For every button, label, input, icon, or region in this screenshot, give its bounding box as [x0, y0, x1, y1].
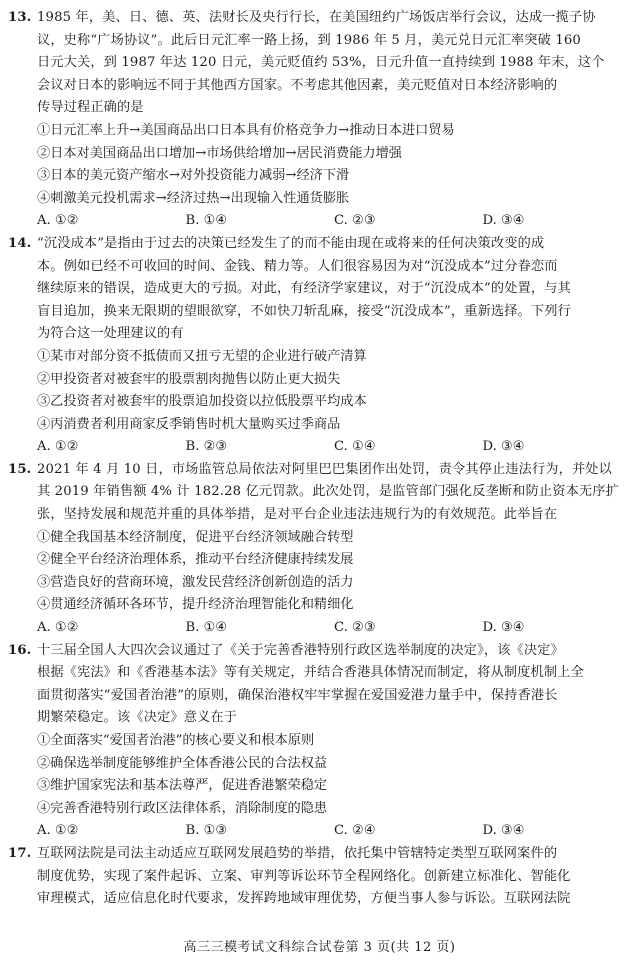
question-stem-text: 其 2019 年销售额 4% 计 182.28 亿元罚款。此次处罚，是监管部门强化反垄断和防止资本无序扩 [37, 484, 619, 500]
question-stem-line [8, 481, 631, 504]
question-stem-text: 为符合这一处理建议的有 [37, 326, 184, 342]
question-stem-text: 1985 年，美、日、德、英、法财长及央行行长，在美国纽约广场饭店举行会议，达成一揽子协 [37, 10, 596, 25]
statement-option: ④刺激美元投机需求→经济过热→出现输入性通货膨胀 [37, 190, 350, 206]
answer-choice: C. ②④ [334, 823, 376, 839]
question-stem-line [8, 640, 631, 663]
answer-choices [8, 820, 631, 843]
question-number: 15. [8, 461, 32, 477]
question-stem-text: 本。例如已经不可收回的时间、金钱、精力等。人们很容易因为对“沉没成本”过分眷恋而 [37, 258, 558, 274]
question-list [8, 7, 631, 911]
question-stem-text: 继续原来的错误，造成更大的亏损。对此，有经济学家建议，对于“沉没成本”的处置，与其 [37, 281, 571, 297]
question-stem-line [8, 843, 631, 866]
question-stem-line [8, 75, 631, 98]
statement-option: ②确保选举制度能够维护全体香港公民的合法权益 [37, 755, 328, 771]
question-stem-line [8, 301, 631, 324]
question-stem-text: 十三届全国人大四次会议通过了《关于完善香港特别行政区选举制度的决定》，该《决定》 [37, 642, 564, 658]
question-stem-text: 制度优势，实现了案件起诉、立案、审判等诉讼环节全程网络化。创新建立标准化、智能化 [37, 868, 571, 884]
answer-choice: A. ①② [37, 439, 79, 455]
question-number: 16. [8, 642, 32, 658]
question-block [8, 233, 631, 459]
statement-option: ①日元汇率上升→美国商品出口日本具有价格竞争力→推动日本进口贸易 [37, 122, 455, 138]
statement-option: ③日本的美元资产缩水→对外投资能力减弱→经济下滑 [37, 168, 350, 184]
question-number: 17. [8, 845, 32, 861]
question-block [8, 843, 631, 911]
question-stem-line [8, 459, 631, 482]
answer-choice: A. ①② [37, 213, 79, 229]
statement-option: ②甲投资者对被套牢的股票割肉抛售以防止更大损失 [37, 371, 341, 387]
question-stem-text: 张，坚持发展和规范并重的具体举措，是对平台企业违法违规行为的有效规范。此举旨在 [37, 507, 558, 523]
question-block [8, 459, 631, 640]
question-stem-text: 面贯彻落实“爱国者治港”的原则，确保治港权牢牢掌握在爱国爱港力量手中，保持香港长 [37, 687, 558, 703]
answer-choice: A. ①② [37, 620, 79, 636]
answer-choice: B. ①④ [185, 213, 228, 229]
question-stem-line [8, 30, 631, 53]
question-stem-text: “沉没成本”是指由于过去的决策已经发生了的而不能由现在或将来的任何决策改变的成 [37, 235, 545, 251]
question-stem-line [8, 685, 631, 708]
statement-option: ①某市对部分资不抵债而又扭亏无望的企业进行破产清算 [37, 348, 367, 364]
statement-option: ④贯通经济循环各环节，提升经济治理智能化和精细化 [37, 597, 354, 613]
answer-choice: D. ③④ [482, 823, 525, 839]
statement-option: ①全面落实“爱国者治港”的核心要义和根本原则 [37, 733, 315, 748]
statement-option: ②日本对美国商品出口增加→市场供给增加→居民消费能力增强 [37, 145, 402, 161]
answer-choice: D. ③④ [482, 213, 525, 229]
answer-choices [8, 436, 631, 459]
statement-option: ③乙投资者对被套牢的股票追加投资以拉低股票平均成本 [37, 394, 367, 410]
question-stem-text: 议，史称“广场协议”。此后日元汇率一路上扬，到 1986 年 5 月，美元兑日元汇率突破 160 [37, 32, 581, 48]
answer-choice: C. ②③ [334, 213, 376, 229]
answer-choice: D. ③④ [482, 439, 525, 455]
question-stem-line [8, 662, 631, 685]
statement-option: ②健全平台经济治理体系，推动平台经济健康持续发展 [37, 552, 354, 568]
question-stem-line [8, 7, 631, 30]
question-stem-text: 根据《宪法》和《香港基本法》等有关规定，并结合香港具体情况而制定，将从制度机制上全 [37, 665, 584, 681]
question-number: 13. [8, 10, 32, 25]
answer-choices [8, 617, 631, 640]
question-stem-text: 日元大关，到 1987 年达 120 日元，美元贬值约 53%，日元升值一直持续到 1988 年末，这个 [37, 55, 605, 71]
answer-choice: C. ①④ [334, 439, 376, 455]
answer-choice: A. ①② [37, 823, 79, 839]
question-stem-line [8, 233, 631, 256]
answer-choices [8, 210, 631, 233]
question-stem-line [8, 866, 631, 889]
question-stem-text: 审理模式，适应信息化时代要求，发挥跨地域审理优势，方便当事人参与诉讼。互联网法院 [37, 891, 571, 907]
statement-option: ③维护国家宪法和基本法尊严，促进香港繁荣稳定 [37, 778, 328, 794]
answer-choice: B. ①③ [185, 823, 228, 839]
statement-option: ①健全我国基本经济制度，促进平台经济领域融合转型 [37, 529, 354, 545]
statement-option: ④丙消费者利用商家反季销售时机大量购买过季商品 [37, 416, 341, 432]
question-stem-line [8, 888, 631, 911]
question-stem-text: 期繁荣稳定。该《决定》意义在于 [37, 710, 238, 726]
question-stem-line [8, 278, 631, 301]
question-stem-line [8, 323, 631, 346]
question-stem-text: 盲目追加，换来无限期的望眼欲穿，不如快刀斩乱麻，接受“沉没成本”，重新选择。下列行 [37, 303, 571, 319]
answer-choice: C. ②③ [334, 620, 376, 636]
question-stem-text: 2021 年 4 月 10 日，市场监管总局依法对阿里巴巴集团作出处罚，责令其停止违法行为，并处以 [37, 461, 612, 477]
question-stem-line [8, 707, 631, 730]
question-stem-text: 互联网法院是司法主动适应互联网发展趋势的举措，依托集中管辖特定类型互联网案件的 [37, 845, 558, 861]
question-block [8, 7, 631, 233]
question-stem-line [8, 256, 631, 279]
page-footer: 高三三模考试文科综合试卷第 3 页(共 12 页) [183, 940, 456, 955]
answer-choice: D. ③④ [482, 620, 525, 636]
statement-option: ③营造良好的营商环境，激发民营经济创新创造的活力 [37, 574, 354, 590]
question-stem-line [8, 504, 631, 527]
question-stem-line [8, 52, 631, 75]
question-stem-text: 会议对日本的影响远不同于其他西方国家。不考虑其他因素，美元贬值对日本经济影响的 [37, 77, 558, 93]
question-number: 14. [8, 235, 32, 251]
question-block [8, 640, 631, 843]
question-stem-line [8, 97, 631, 120]
answer-choice: B. ①④ [185, 620, 228, 636]
question-stem-text: 传导过程正确的是 [37, 100, 144, 116]
answer-choice: B. ②③ [185, 439, 228, 455]
statement-option: ④完善香港特别行政区法律体系，消除制度的隐患 [37, 800, 328, 816]
